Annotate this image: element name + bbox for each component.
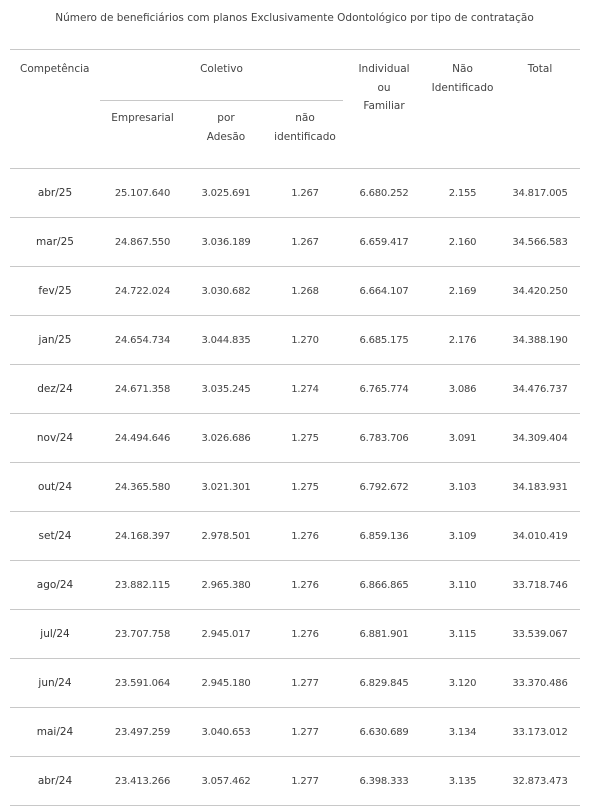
cell-nao-identificado: 1.274 bbox=[267, 365, 343, 414]
cell-competencia: fev/25 bbox=[10, 267, 100, 316]
table-row bbox=[10, 218, 580, 267]
cell-adesao: 3.025.691 bbox=[185, 169, 267, 218]
cell-nao-ident: 2.155 bbox=[425, 169, 500, 218]
cell-individual: 6.685.175 bbox=[343, 316, 425, 365]
cell-individual: 6.881.901 bbox=[343, 610, 425, 659]
cell-adesao: 3.057.462 bbox=[185, 757, 267, 806]
cell-nao-ident: 2.176 bbox=[425, 316, 500, 365]
table-row bbox=[10, 169, 580, 218]
cell-nao-identificado: 1.277 bbox=[267, 659, 343, 708]
cell-total: 32.873.473 bbox=[500, 757, 580, 806]
table-row bbox=[10, 365, 580, 414]
cell-adesao: 3.030.682 bbox=[185, 267, 267, 316]
cell-individual: 6.680.252 bbox=[343, 169, 425, 218]
cell-empresarial: 23.497.259 bbox=[100, 708, 185, 757]
cell-adesao: 3.021.301 bbox=[185, 463, 267, 512]
cell-individual: 6.829.845 bbox=[343, 659, 425, 708]
cell-adesao: 3.036.189 bbox=[185, 218, 267, 267]
cell-nao-identificado: 1.276 bbox=[267, 512, 343, 561]
table-row bbox=[10, 757, 580, 806]
cell-competencia: mai/24 bbox=[10, 708, 100, 757]
table-row bbox=[10, 267, 580, 316]
cell-nao-ident: 3.135 bbox=[425, 757, 500, 806]
cell-nao-identificado: 1.267 bbox=[267, 169, 343, 218]
cell-total: 34.476.737 bbox=[500, 365, 580, 414]
header-competencia: Competência bbox=[10, 50, 100, 169]
cell-individual: 6.664.107 bbox=[343, 267, 425, 316]
cell-empresarial: 24.365.580 bbox=[100, 463, 185, 512]
cell-nao-identificado: 1.270 bbox=[267, 316, 343, 365]
cell-empresarial: 23.707.758 bbox=[100, 610, 185, 659]
table-row bbox=[10, 463, 580, 512]
header-coletivo: Coletivo bbox=[100, 50, 343, 101]
header-por-adesao-line2: Adesão bbox=[206, 130, 246, 143]
cell-nao-ident: 2.160 bbox=[425, 218, 500, 267]
table-title: Número de beneficiários com planos Exclusivamente Odontológico por tipo de contratação bbox=[55, 12, 534, 24]
cell-adesao: 2.945.017 bbox=[185, 610, 267, 659]
cell-competencia: jan/25 bbox=[10, 316, 100, 365]
header-coletivo-nao-ident-line2: identificado bbox=[274, 130, 336, 143]
table-row bbox=[10, 316, 580, 365]
table-row bbox=[10, 561, 580, 610]
cell-nao-identificado: 1.276 bbox=[267, 610, 343, 659]
cell-competencia: out/24 bbox=[10, 463, 100, 512]
cell-empresarial: 24.867.550 bbox=[100, 218, 185, 267]
cell-nao-ident: 3.091 bbox=[425, 414, 500, 463]
cell-adesao: 3.044.835 bbox=[185, 316, 267, 365]
cell-total: 34.183.931 bbox=[500, 463, 580, 512]
table-row bbox=[10, 659, 580, 708]
table-row bbox=[10, 414, 580, 463]
cell-total: 34.566.583 bbox=[500, 218, 580, 267]
header-individual-line2: ou bbox=[377, 81, 391, 94]
header-empresarial: Empresarial bbox=[111, 112, 174, 124]
cell-adesao: 2.978.501 bbox=[185, 512, 267, 561]
cell-competencia: set/24 bbox=[10, 512, 100, 561]
header-coletivo-nao-ident-line1: não bbox=[295, 112, 315, 124]
cell-individual: 6.792.672 bbox=[343, 463, 425, 512]
table-row bbox=[10, 610, 580, 659]
header-individual-line3: Familiar bbox=[363, 100, 405, 112]
cell-total: 33.718.746 bbox=[500, 561, 580, 610]
cell-nao-ident: 3.110 bbox=[425, 561, 500, 610]
cell-empresarial: 25.107.640 bbox=[100, 169, 185, 218]
cell-individual: 6.765.774 bbox=[343, 365, 425, 414]
cell-total: 33.173.012 bbox=[500, 708, 580, 757]
cell-competencia: jun/24 bbox=[10, 659, 100, 708]
cell-total: 34.388.190 bbox=[500, 316, 580, 365]
table-header bbox=[10, 50, 580, 169]
cell-individual: 6.630.689 bbox=[343, 708, 425, 757]
cell-nao-ident: 3.103 bbox=[425, 463, 500, 512]
cell-empresarial: 23.882.115 bbox=[100, 561, 185, 610]
data-table-container bbox=[10, 49, 580, 806]
cell-competencia: jul/24 bbox=[10, 610, 100, 659]
cell-nao-identificado: 1.268 bbox=[267, 267, 343, 316]
cell-nao-ident: 3.134 bbox=[425, 708, 500, 757]
header-individual-familiar bbox=[343, 50, 425, 169]
cell-adesao: 3.026.686 bbox=[185, 414, 267, 463]
cell-empresarial: 23.591.064 bbox=[100, 659, 185, 708]
header-individual-line1: Individual bbox=[358, 63, 410, 75]
cell-total: 33.539.067 bbox=[500, 610, 580, 659]
cell-nao-identificado: 1.277 bbox=[267, 757, 343, 806]
table-body bbox=[10, 169, 580, 806]
cell-empresarial: 24.654.734 bbox=[100, 316, 185, 365]
cell-nao-identificado: 1.277 bbox=[267, 708, 343, 757]
cell-individual: 6.866.865 bbox=[343, 561, 425, 610]
header-coletivo-nao-identificado bbox=[267, 101, 343, 169]
cell-competencia: mar/25 bbox=[10, 218, 100, 267]
header-nao-ident-line2: Identificado bbox=[431, 81, 494, 94]
cell-nao-identificado: 1.267 bbox=[267, 218, 343, 267]
cell-empresarial: 24.722.024 bbox=[100, 267, 185, 316]
cell-empresarial: 24.494.646 bbox=[100, 414, 185, 463]
cell-adesao: 2.965.380 bbox=[185, 561, 267, 610]
cell-total: 34.420.250 bbox=[500, 267, 580, 316]
header-por-adesao-line1: por bbox=[217, 112, 235, 124]
cell-empresarial: 23.413.266 bbox=[100, 757, 185, 806]
header-nao-ident-line1: Não bbox=[452, 63, 473, 75]
header-nao-identificado bbox=[425, 50, 500, 169]
cell-empresarial: 24.671.358 bbox=[100, 365, 185, 414]
cell-nao-identificado: 1.275 bbox=[267, 463, 343, 512]
cell-individual: 6.859.136 bbox=[343, 512, 425, 561]
cell-individual: 6.783.706 bbox=[343, 414, 425, 463]
table-row bbox=[10, 708, 580, 757]
header-por-adesao bbox=[185, 101, 267, 169]
cell-nao-ident: 3.086 bbox=[425, 365, 500, 414]
cell-nao-ident: 3.115 bbox=[425, 610, 500, 659]
cell-nao-ident: 2.169 bbox=[425, 267, 500, 316]
cell-competencia: nov/24 bbox=[10, 414, 100, 463]
cell-competencia: dez/24 bbox=[10, 365, 100, 414]
table-row bbox=[10, 512, 580, 561]
cell-nao-identificado: 1.275 bbox=[267, 414, 343, 463]
cell-adesao: 2.945.180 bbox=[185, 659, 267, 708]
cell-nao-ident: 3.109 bbox=[425, 512, 500, 561]
cell-individual: 6.398.333 bbox=[343, 757, 425, 806]
cell-competencia: ago/24 bbox=[10, 561, 100, 610]
header-total: Total bbox=[500, 50, 580, 169]
beneficiarios-table bbox=[10, 49, 580, 806]
cell-total: 34.010.419 bbox=[500, 512, 580, 561]
cell-nao-identificado: 1.276 bbox=[267, 561, 343, 610]
cell-adesao: 3.035.245 bbox=[185, 365, 267, 414]
cell-total: 33.370.486 bbox=[500, 659, 580, 708]
cell-adesao: 3.040.653 bbox=[185, 708, 267, 757]
cell-competencia: abr/24 bbox=[10, 757, 100, 806]
cell-total: 34.309.404 bbox=[500, 414, 580, 463]
cell-empresarial: 24.168.397 bbox=[100, 512, 185, 561]
cell-individual: 6.659.417 bbox=[343, 218, 425, 267]
cell-competencia: abr/25 bbox=[10, 169, 100, 218]
cell-nao-ident: 3.120 bbox=[425, 659, 500, 708]
cell-total: 34.817.005 bbox=[500, 169, 580, 218]
